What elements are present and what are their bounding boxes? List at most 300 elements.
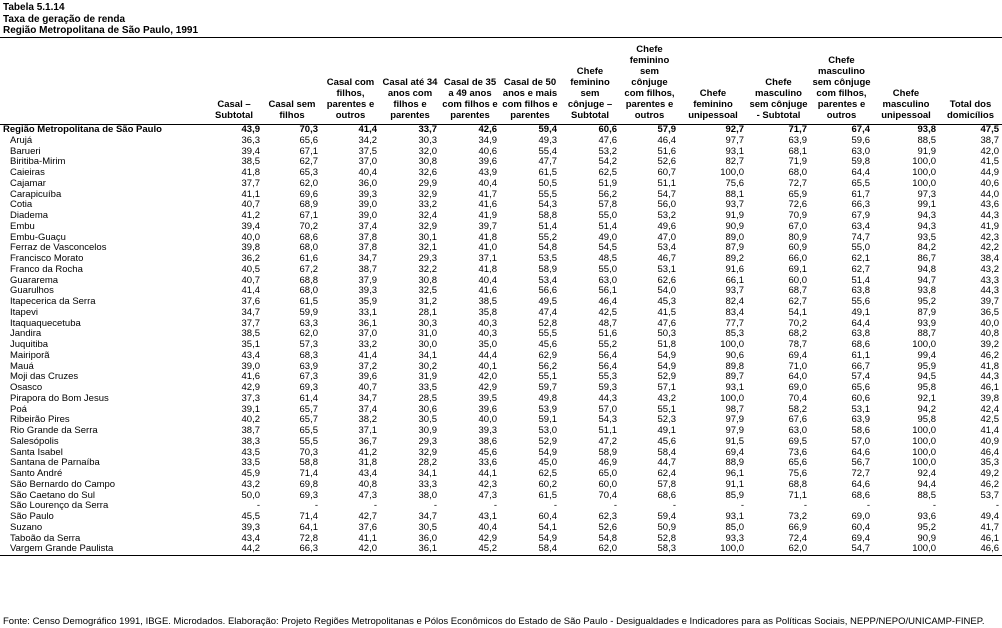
table-cell: 63,0 [598,274,617,286]
table-cell: 42,7 [358,511,377,522]
table-cell: 44,2 [205,544,263,555]
table-cell: 62,7 [788,296,807,307]
table-row [0,394,1002,405]
table-number: Tabela 5.1.14 [3,2,65,13]
table-cell: 54,7 [657,188,676,200]
table-cell: 40,5 [241,263,260,275]
table-cell: 52,9 [657,371,676,383]
table-cell: 93,9 [917,317,936,329]
table-cell: 94,3 [917,220,936,232]
table-cell: - [932,500,936,512]
table-cell: 58,3 [620,544,679,555]
column-header: Chefe feminino sem cônjuge com filhos, parentes e outros [620,38,679,125]
table-cell: 61,5 [538,167,557,178]
table-cell: 35,1 [241,339,260,350]
table-cell: 38,5 [241,156,260,168]
table-cell: 100,0 [912,435,936,447]
table-cell: 100,0 [679,544,747,555]
table-cell: 60,4 [538,511,557,522]
table-cell: 94,5 [917,371,936,383]
table-cell: 100,0 [873,544,939,555]
table-cell: 33,3 [418,478,437,490]
table-cell: 89,8 [725,360,744,372]
table-cell: 41,5 [980,156,999,168]
row-label: Pirapora do Bom Jesus [10,392,109,404]
table-cell: 62,9 [538,349,557,361]
table-cell: 41,1 [241,188,260,200]
table-cell: 59,4 [538,124,557,135]
table-cell: 46,4 [598,296,617,307]
row-label: Ferraz de Vasconcelos [10,242,107,254]
table-cell: 30,5 [418,521,437,533]
table-cell: 98,7 [725,403,744,415]
table-cell: 49,2 [980,468,999,479]
table-cell: 37,6 [358,521,377,533]
table-cell: 60,7 [657,167,676,178]
table-cell: 97,9 [725,414,744,426]
table-cell: 72,7 [788,177,807,189]
table-cell: 53,2 [598,145,617,157]
table-cell: 91,5 [725,435,744,447]
table-cell: 37,6 [241,296,260,307]
table-cell: 54,3 [538,199,557,211]
table-cell: 69,4 [851,532,870,544]
row-label: São Caetano do Sul [10,489,96,501]
table-cell: 95,8 [917,382,936,393]
table-cell: 68,7 [788,285,807,297]
table-cell: 59,4 [657,511,676,522]
table-cell: 56,4 [598,349,617,361]
table-cell: 44,9 [980,167,999,178]
row-label: Barueri [10,145,41,157]
table-cell: 51,4 [538,220,557,232]
table-cell: 30,3 [418,317,437,329]
table-cell: 39,2 [980,339,999,350]
table-cell: - [672,500,676,512]
table-cell: 54,2 [598,156,617,168]
table-cell: 42,0 [321,544,380,555]
table-cell: 70,4 [788,392,807,404]
table-cell: 37,3 [241,392,260,404]
table-cell: - [433,500,437,512]
table-cell: 72,8 [299,532,318,544]
column-header: Chefe masculino unipessoal [873,38,939,125]
table-cell: 70,3 [299,124,318,135]
table-cell: 37,9 [358,274,377,286]
table-cell: 65,7 [299,403,318,415]
table-cell: 85,0 [725,521,744,533]
row-label: Osasco [10,382,43,393]
row-label: Rio Grande da Serra [10,425,98,436]
table-cell: 55,3 [598,371,617,383]
table-cell: - [613,500,617,512]
table-cell: 40,4 [478,274,497,286]
column-header: Chefe masculino sem cônjuge com filhos, parentes e outros [810,38,873,125]
table-cell: - [373,500,377,512]
table-cell: 50,9 [657,521,676,533]
table-cell: 41,9 [478,210,497,221]
table-cell: 54,7 [810,544,873,555]
table-cell: 69,0 [788,382,807,393]
table-cell: 34,7 [418,511,437,522]
table-cell: 61,4 [299,392,318,404]
table-cell: 100,0 [720,392,744,404]
table-cell: 63,4 [851,220,870,232]
table-cell: 51,4 [851,274,870,286]
table-cell: 58,4 [500,544,560,555]
table-row [0,523,1002,534]
table-cell: 53,7 [980,489,999,501]
table-cell: 78,7 [788,339,807,350]
table-cell: 40,8 [980,328,999,340]
table-cell: 52,8 [657,532,676,544]
row-label: Francisco Morato [10,253,84,264]
table-cell: 93,3 [725,532,744,544]
table-cell: 68,0 [299,285,318,297]
table-cell: 99,1 [917,199,936,211]
table-cell: 59,7 [538,382,557,393]
table-cell: 39,4 [241,145,260,157]
table-cell: 64,4 [851,167,870,178]
table-cell: 94,7 [917,274,936,286]
table-cell: 36,1 [380,544,440,555]
table-cell: 66,3 [851,199,870,211]
table-cell: 31,2 [418,296,437,307]
table-cell: 32,9 [418,446,437,458]
table-cell: 61,7 [851,188,870,200]
table-cell: 43,1 [478,511,497,522]
table-cell: 66,9 [788,521,807,533]
row-label: Santa Isabel [10,446,63,458]
table-cell: 90,9 [725,220,744,232]
table-cell: 68,8 [299,274,318,286]
table-cell: 37,7 [241,177,260,189]
table-cell: 38,0 [418,489,437,501]
table-cell: 67,4 [851,124,870,135]
table-title-block [3,2,198,37]
table-cell: 44,3 [980,210,999,221]
table-cell: 43,3 [980,274,999,286]
table-cell: 86,7 [917,253,936,264]
table-cell: - [803,500,807,512]
table-cell: 72,4 [788,532,807,544]
table-cell: 38,5 [241,328,260,340]
table-cell: 34,9 [478,134,497,146]
table-cell: 70,4 [598,489,617,501]
table-cell: 93,7 [725,199,744,211]
table-cell: 58,9 [538,263,557,275]
table-cell: 45,6 [478,446,497,458]
table-cell: 92,7 [725,124,744,135]
table-cell: 42,2 [980,242,999,254]
row-label: Moji das Cruzes [10,371,79,383]
table-cell: 61,5 [299,296,318,307]
table-cell: 31,0 [418,328,437,340]
table-cell: 66,3 [263,544,321,555]
row-label: Caieiras [10,167,45,178]
table-cell: 42,0 [980,145,999,157]
table-cell: 69,4 [788,349,807,361]
row-label: Carapicuíba [10,188,62,200]
table-cell: 96,1 [725,468,744,479]
table-cell: 84,2 [917,242,936,254]
table-cell: 68,6 [657,489,676,501]
table-cell: 69,1 [788,263,807,275]
row-label: Arujá [10,134,33,146]
table-cell: 95,2 [917,521,936,533]
table-cell: 34,7 [241,306,260,318]
table-cell: 41,4 [980,425,999,436]
table-cell: 51,9 [598,177,617,189]
table-cell: 95,9 [917,360,936,372]
table-row [0,480,1002,491]
row-label: Ribeirão Pires [10,414,70,426]
table-cell: 91,9 [917,145,936,157]
table-cell: 39,3 [358,285,377,297]
table-cell: 32,9 [418,220,437,232]
table-cell: 93,1 [725,145,744,157]
table-cell: 40,4 [358,167,377,178]
table-cell: 41,8 [478,263,497,275]
table-cell: 60,0 [788,274,807,286]
table-cell: 49,0 [598,231,617,243]
table-cell: 37,5 [358,145,377,157]
table-cell: 39,3 [241,521,260,533]
table-cell: 33,2 [358,339,377,350]
table-cell: 30,9 [418,425,437,436]
table-cell: 43,4 [358,468,377,479]
table-cell: 93,8 [917,285,936,297]
table-cell: 40,9 [980,435,999,447]
row-label: Itapecerica da Serra [10,296,96,307]
table-cell: 43,2 [657,392,676,404]
source-note: Fonte: Censo Demográfico 1991, IBGE. Microdados. Elaboração: Projeto Regiões Metropolitanas e Pólos Econômicos do Estado de São Paulo - Desigualdades e Indicadores para as Políticas Sociais, NEPP/NEPO/UNICAMP-FINEP. [3,616,985,627]
table-cell: 55,0 [851,242,870,254]
table-cell: 47,6 [657,317,676,329]
table-cell: 46,4 [657,134,676,146]
table-cell: 75,6 [788,468,807,479]
table-cell: 55,1 [657,403,676,415]
table-cell: 38,3 [241,435,260,447]
table-cell: 58,6 [851,425,870,436]
table-cell: 57,1 [657,382,676,393]
table-cell: 30,2 [418,360,437,372]
data-table [0,38,1002,556]
table-cell: 40,0 [478,414,497,426]
table-cell: 56,2 [598,188,617,200]
table-cell: 60,6 [598,124,617,135]
table-cell: 93,6 [917,511,936,522]
table-cell: 33,7 [418,124,437,135]
table-cell: 100,0 [912,156,936,168]
table-cell: 52,3 [657,414,676,426]
table-cell: 54,9 [657,349,676,361]
table-cell: 68,8 [788,478,807,490]
table-cell: 41,8 [478,231,497,243]
table-cell: 63,8 [851,285,870,297]
table-cell: 46,2 [980,349,999,361]
table-cell: 43,5 [241,446,260,458]
table-cell: 89,2 [725,253,744,264]
table-cell: 82,4 [725,296,744,307]
table-cell: 31,9 [418,371,437,383]
table-cell: 73,6 [788,446,807,458]
table-cell: 93,1 [725,511,744,522]
table-cell: 44,7 [657,457,676,469]
table-cell: 91,6 [725,263,744,275]
table-cell: 56,0 [657,199,676,211]
table-cell: 30,1 [418,231,437,243]
table-cell: 39,0 [358,199,377,211]
table-cell: 34,2 [358,134,377,146]
table-cell: 30,5 [418,414,437,426]
table-cell: 43,2 [241,478,260,490]
table-cell: 36,3 [241,134,260,146]
table-cell: 55,4 [538,145,557,157]
row-label: Santana de Parnaíba [10,457,100,469]
table-cell: 65,9 [788,188,807,200]
row-label: Cotia [10,199,33,211]
table-cell: 58,2 [788,403,807,415]
table-cell: 71,4 [299,511,318,522]
table-cell: 42,3 [478,478,497,490]
table-cell: 55,1 [538,371,557,383]
table-cell: 28,5 [418,392,437,404]
table-cell: 90,6 [725,349,744,361]
table-cell: 36,7 [358,435,377,447]
table-cell: 43,9 [478,167,497,178]
table-cell: 58,9 [598,446,617,458]
table-cell: 54,3 [598,414,617,426]
table-cell: 50,0 [241,489,260,501]
table-cell: 41,4 [358,349,377,361]
table-cell: 53,4 [657,242,676,254]
table-cell: 61,6 [299,253,318,264]
table-row [0,222,1002,233]
table-cell: 57,0 [598,403,617,415]
table-cell: 40,2 [241,414,260,426]
table-cell: 36,0 [358,177,377,189]
row-label: São Paulo [10,511,54,522]
table-cell: 30,3 [418,134,437,146]
table-cell: 62,6 [657,274,676,286]
table-cell: 36,2 [241,253,260,264]
table-cell: 46,2 [980,478,999,490]
table-cell: 35,9 [358,296,377,307]
table-cell: 72,6 [788,199,807,211]
table-cell: 61,5 [538,489,557,501]
table-cell: 37,0 [358,328,377,340]
table-cell: 68,1 [788,145,807,157]
table-cell: 62,0 [299,328,318,340]
table-cell: 53,0 [538,425,557,436]
table-cell: 55,5 [299,435,318,447]
table-cell: 63,9 [299,360,318,372]
table-cell: 40,3 [478,328,497,340]
table-title: Taxa de geração de renda [3,13,126,25]
table-cell: 54,8 [538,242,557,254]
table-cell: 34,1 [418,349,437,361]
table-cell: 53,2 [657,210,676,221]
table-cell: 67,2 [299,263,318,275]
table-cell: 62,5 [538,468,557,479]
table-cell: 40,3 [478,317,497,329]
table-subtitle: Região Metropolitana de São Paulo, 1991 [3,25,199,36]
table-cell: 41,5 [657,306,676,318]
table-cell: 42,9 [478,382,497,393]
table-cell: 30,8 [418,156,437,168]
table-cell: 55,5 [538,328,557,340]
table-cell: 54,8 [598,532,617,544]
table-cell: 37,8 [358,231,377,243]
table-cell: 62,0 [560,544,620,555]
table-cell: 94,3 [917,210,936,221]
table-cell: 54,9 [657,360,676,372]
table-cell: 39,7 [980,296,999,307]
table-cell: 33,1 [358,306,377,318]
table-cell: 100,0 [912,446,936,458]
table-cell: 39,4 [241,220,260,232]
table-cell: 62,0 [299,177,318,189]
table-cell: 32,2 [418,263,437,275]
table-cell: 54,9 [538,446,557,458]
table-cell: 93,7 [725,285,744,297]
table-cell: 70,2 [299,220,318,232]
table-cell: 54,1 [788,306,807,318]
row-label: Suzano [10,521,43,533]
table-cell: 88,7 [917,328,936,340]
row-label: Embu-Guaçu [10,231,66,243]
table-cell: 69,8 [299,478,318,490]
column-header: Casal – Subtotal [205,38,263,125]
table-cell: 57,9 [657,124,676,135]
table-cell: 40,6 [478,145,497,157]
table-cell: 63,9 [851,414,870,426]
table-cell: 40,7 [358,382,377,393]
table-cell: 41,2 [358,446,377,458]
table-cell: 42,9 [478,532,497,544]
table-cell: 42,0 [478,371,497,383]
table-cell: 59,9 [299,306,318,318]
table-cell: 39,0 [241,360,260,372]
table-cell: 93,1 [725,382,744,393]
table-cell: 95,2 [917,296,936,307]
table-cell: - [553,500,557,512]
table-cell: 53,5 [538,253,557,264]
table-cell: 40,8 [358,478,377,490]
table-cell: 39,6 [478,403,497,415]
table-cell: 64,4 [851,317,870,329]
table-cell: 57,8 [598,199,617,211]
table-cell: 80,9 [788,231,807,243]
row-label: Mauá [10,360,34,372]
table-cell: 42,5 [598,306,617,318]
table-cell: 68,6 [299,231,318,243]
table-cell: 33,6 [478,457,497,469]
table-cell: 97,3 [917,188,936,200]
table-cell: 62,3 [598,511,617,522]
table-cell: 47,6 [598,134,617,146]
table-cell: 45,6 [657,435,676,447]
table-cell: 40,0 [980,317,999,329]
table-cell: 57,3 [299,339,318,350]
row-label: Itaquaquecetuba [10,317,81,329]
table-cell: 39,6 [358,371,377,383]
table-cell: 63,8 [851,328,870,340]
row-label: Itapevi [10,306,38,318]
table-cell: 42,3 [980,231,999,243]
table-cell: 43,4 [241,532,260,544]
